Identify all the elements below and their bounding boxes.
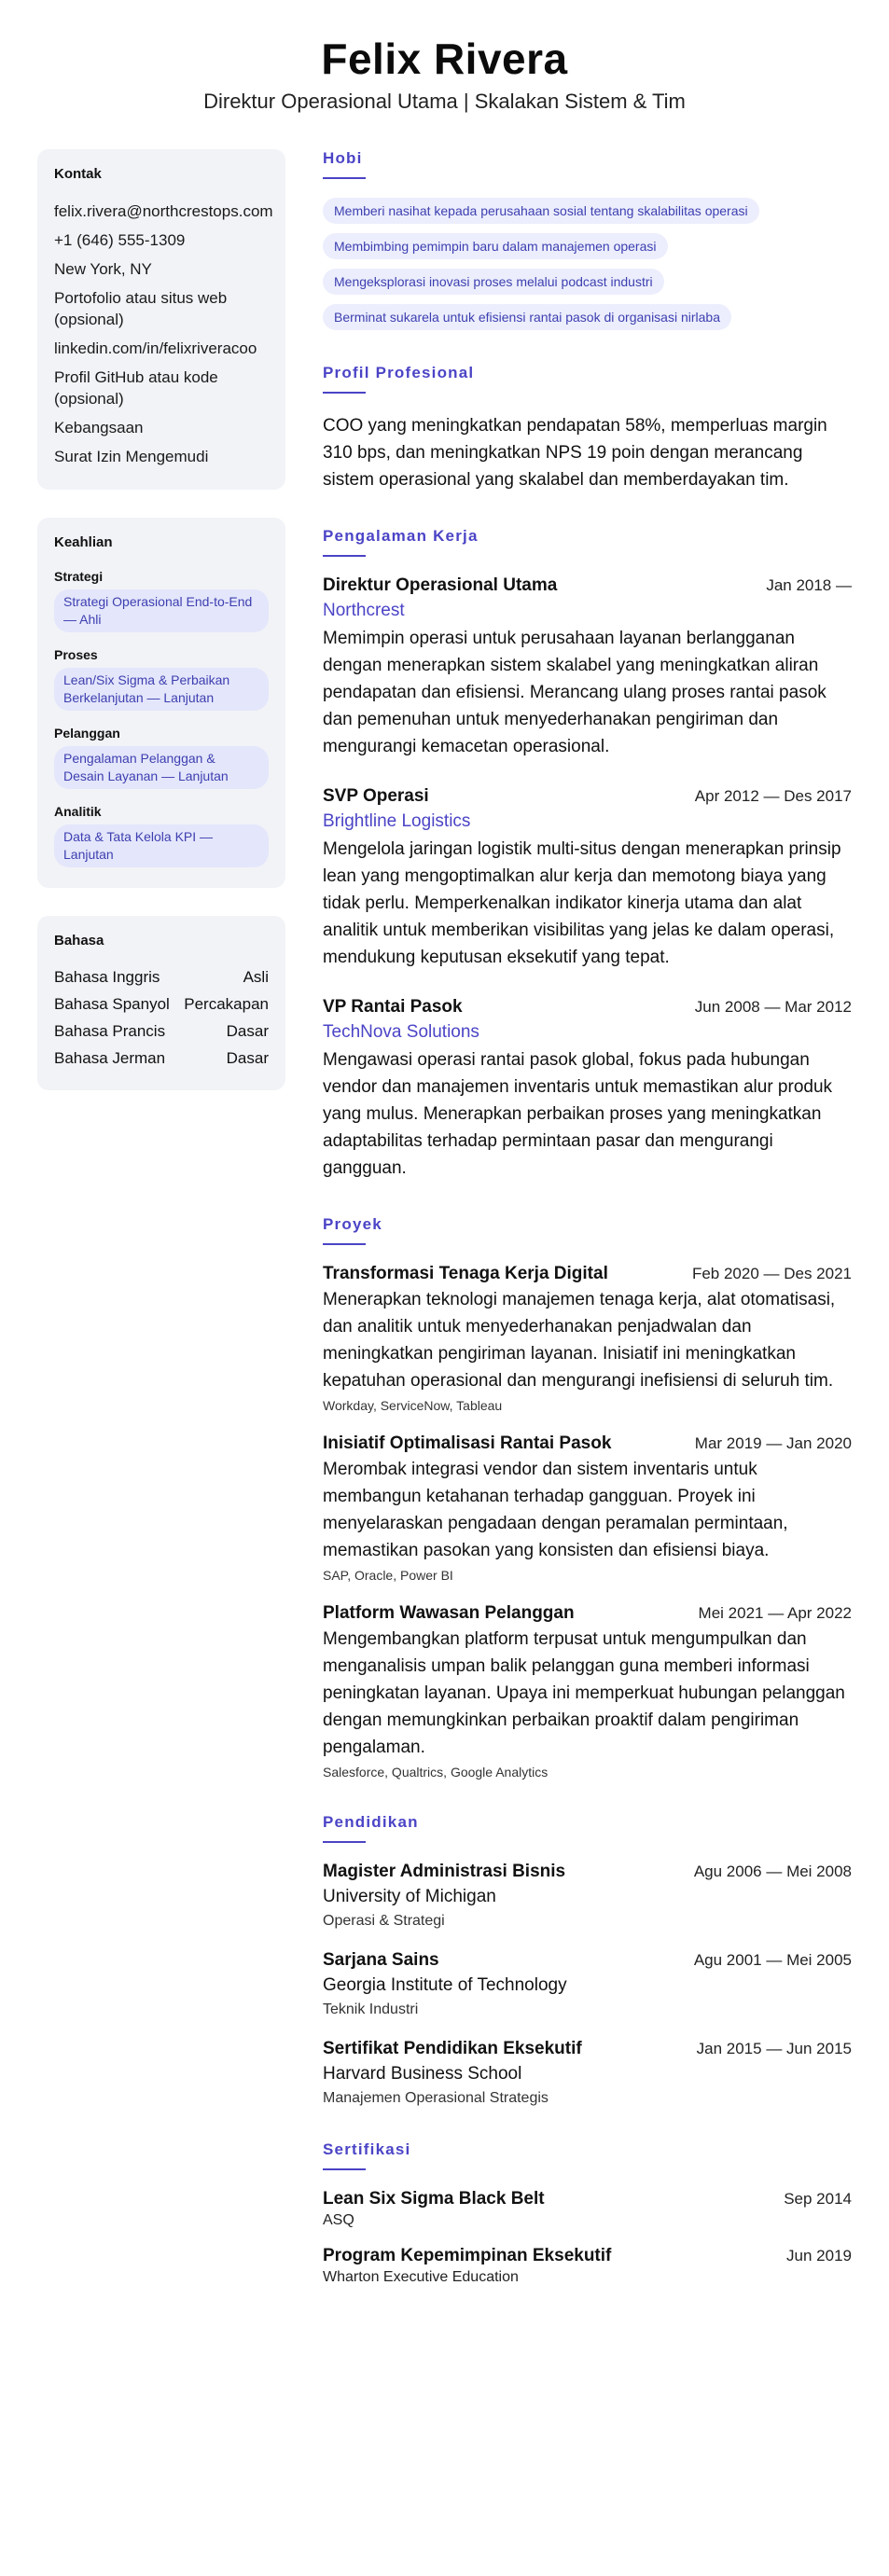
main-content [323,149,852,2320]
education-dates: Jan 2015 — Jun 2015 [696,2040,852,2057]
experience-section [323,527,852,1182]
section-divider [323,2168,366,2170]
section-divider [323,555,366,557]
project-tech: Workday, ServiceNow, Tableau [323,1398,503,1413]
skills-card [37,518,285,888]
school-name: Georgia Institute of Technology [323,1975,567,1995]
skill-category: Proses [54,647,98,662]
skill-pill: Pengalaman Pelanggan & Desain Layanan — Lanjutan [54,746,269,789]
project-description: Menerapkan teknologi manajemen tenaga kerja, alat otomatisasi, dan analitik untuk menyederhanakan penjadwalan dan meningkatkan pengiriman layanan. Inisiatif ini meningkatkan kepatuhan operasional dan mengurangi inefisiensi di seluruh tim. [323,1290,836,1391]
contact-card [37,149,285,490]
hobbies-title: Hobi [323,149,363,167]
experience-header [323,786,852,807]
language-name: Bahasa Inggris [54,968,160,986]
certification-header [323,2189,852,2209]
certification-date: Sep 2014 [784,2190,852,2208]
job-company: Northcrest [323,601,405,620]
project-dates: Feb 2020 — Des 2021 [691,1265,852,1282]
job-dates: Jun 2008 — Mar 2012 [694,998,852,1016]
project-dates: Mar 2019 — Jan 2020 [694,1434,852,1452]
project-dates: Mei 2021 — Apr 2022 [698,1604,852,1622]
section-divider [323,1243,366,1245]
contact-phone[interactable]: +1 (646) 555-1309 [54,231,186,249]
skill-category: Analitik [54,804,102,819]
certifications-title: Sertifikasi [323,2140,411,2158]
projects-title: Proyek [323,1215,382,1233]
skills-title: Keahlian [54,534,113,550]
job-description: Memimpin operasi untuk perusahaan layanan berlangganan dengan menerapkan sistem skalabel yang meningkatkan aliran pendapatan dan efisiensi. Merancang ulang proses rantai pasok dan pemenuhan untuk menyederhanakan pengiriman dan mengurangi kemacetan operasional. [323,629,826,756]
study-field: Teknik Industri [323,2001,419,2017]
contact-portfolio[interactable]: Portofolio atau situs web (opsional) [54,289,228,328]
resume-body [37,149,852,2320]
experience-entry [323,575,852,760]
experience-entry [323,997,852,1182]
contact-location: New York, NY [54,260,152,278]
project-tech: SAP, Oracle, Power BI [323,1568,453,1583]
project-description: Mengembangkan platform terpusat untuk mengumpulkan dan menganalisis umpan balik pelanggan guna memberi informasi peningkatan layanan. Upaya ini memperkuat hubungan pelanggan dengan memungkinkan perbaikan proaktif dalam pengiriman pengalaman. [323,1629,845,1757]
skill-group [54,569,269,632]
education-dates: Agu 2006 — Mei 2008 [693,1863,852,1880]
certification-header [323,2246,852,2266]
job-company: TechNova Solutions [323,1022,479,1042]
certification-name: Lean Six Sigma Black Belt [323,2189,545,2209]
skill-category: Pelanggan [54,726,120,741]
education-title: Pendidikan [323,1813,419,1831]
project-name: Inisiatif Optimalisasi Rantai Pasok [323,1433,612,1453]
language-row [54,994,269,1015]
education-header [323,1950,852,1971]
project-description: Merombak integrasi vendor dan sistem inventaris untuk membangun ketahanan terhadap gangguan. Proyek ini menyelaraskan pengadaan dengan peramalan permintaan, memastikan pasokan yang konsisten dan efisiensi biaya. [323,1460,788,1560]
education-entry [323,1950,852,2018]
skill-pill: Strategi Operasional End-to-End — Ahli [54,589,269,632]
school-name: Harvard Business School [323,2064,522,2084]
language-level: Asli [243,968,269,986]
language-level: Dasar [226,1049,269,1067]
language-level: Dasar [226,1022,269,1040]
project-name: Transformasi Tenaga Kerja Digital [323,1264,608,1283]
education-section [323,1813,852,2107]
certification-entry [323,2189,852,2229]
degree-name: Magister Administrasi Bisnis [323,1862,566,1881]
contact-drivers-license: Surat Izin Mengemudi [54,448,209,465]
language-name: Bahasa Prancis [54,1022,166,1040]
education-entry [323,1862,852,1930]
hobby-tag: Berminat sukarela untuk efisiensi rantai pasok di organisasi nirlaba [323,304,731,330]
job-description: Mengelola jaringan logistik multi-situs dengan menerapkan prinsip lean yang mengoptimalkan alur kerja dan memotong biaya yang tidak perlu. Memperkenalkan indikator kinerja utama dan alat analitik untuk memberikan visibilitas yang jelas ke dalam operasi, mendukung keputusan eksekutif yang tepat. [323,839,841,967]
certifications-section [323,2140,852,2286]
language-row [54,1021,269,1042]
job-role: Direktur Operasional Utama [323,575,558,595]
experience-entry [323,786,852,971]
school-name: University of Michigan [323,1887,496,1906]
job-company: Brightline Logistics [323,811,471,831]
project-header [323,1264,852,1284]
skill-group [54,726,269,789]
certification-entry [323,2246,852,2286]
hobby-tag: Membimbing pemimpin baru dalam manajemen operasi [323,233,668,259]
section-divider [323,177,366,179]
job-role: SVP Operasi [323,786,429,806]
languages-card [37,916,285,1090]
certification-name: Program Kepemimpinan Eksekutif [323,2246,612,2265]
sidebar [37,149,285,2320]
skill-pill: Data & Tata Kelola KPI — Lanjutan [54,824,269,867]
project-header [323,1603,852,1624]
resume-header [0,0,889,114]
languages-title: Bahasa [54,933,104,949]
contact-github[interactable]: Profil GitHub atau kode (opsional) [54,368,218,408]
certification-issuer: ASQ [323,2212,354,2228]
projects-section [323,1215,852,1780]
skill-group [54,804,269,867]
contact-title: Kontak [54,166,102,182]
contact-nationality: Kebangsaan [54,419,144,436]
hobbies-section [323,149,852,330]
hobby-tag: Memberi nasihat kepada perusahaan sosial tentang skalabilitas operasi [323,198,759,224]
experience-title: Pengalaman Kerja [323,527,479,545]
degree-name: Sarjana Sains [323,1950,439,1970]
project-entry [323,1264,852,1413]
language-row [54,1048,269,1069]
section-divider [323,392,366,394]
experience-header [323,997,852,1018]
language-name: Bahasa Spanyol [54,995,170,1013]
study-field: Manajemen Operasional Strategis [323,2090,549,2106]
language-name: Bahasa Jerman [54,1049,166,1067]
candidate-name: Felix Rivera [321,35,568,83]
section-divider [323,1841,366,1843]
contact-email[interactable]: felix.rivera@northcrestops.com [54,202,273,220]
skill-pill: Lean/Six Sigma & Perbaikan Berkelanjutan — Lanjutan [54,668,269,711]
education-dates: Agu 2001 — Mei 2005 [693,1951,852,1969]
experience-header [323,575,852,596]
education-header [323,2039,852,2059]
profile-summary: COO yang meningkatkan pendapatan 58%, memperluas margin 310 bps, dan meningkatkan NPS 19 poin dengan merancang sistem operasional yang skalabel dan memberdayakan tim. [323,416,827,490]
job-dates: Jan 2018 — [766,576,852,594]
skill-category: Strategi [54,569,104,584]
contact-linkedin[interactable]: linkedin.com/in/felixriveracoo [54,339,257,357]
profile-section [323,364,852,493]
project-tech: Salesforce, Qualtrics, Google Analytics [323,1765,549,1780]
certification-date: Jun 2019 [786,2247,852,2264]
project-entry [323,1433,852,1583]
degree-name: Sertifikat Pendidikan Eksekutif [323,2039,582,2058]
project-entry [323,1603,852,1780]
skill-group [54,647,269,711]
certification-issuer: Wharton Executive Education [323,2269,519,2285]
job-description: Mengawasi operasi rantai pasok global, fokus pada hubungan vendor dan manajemen inventaris untuk memastikan alur produk yang mulus. Menerapkan perbaikan proses yang meningkatkan adaptabilitas terhadap permintaan pasar dan mengurangi gangguan. [323,1050,833,1178]
education-header [323,1862,852,1882]
profile-title: Profil Profesional [323,364,475,381]
candidate-headline: Direktur Operasional Utama | Skalakan Sistem & Tim [203,90,686,113]
project-header [323,1433,852,1454]
education-entry [323,2039,852,2107]
job-role: VP Rantai Pasok [323,997,463,1017]
study-field: Operasi & Strategi [323,1913,445,1929]
language-level: Percakapan [184,995,269,1013]
job-dates: Apr 2012 — Des 2017 [694,787,852,805]
language-row [54,967,269,988]
hobby-tag: Mengeksplorasi inovasi proses melalui podcast industri [323,269,664,295]
project-name: Platform Wawasan Pelanggan [323,1603,575,1623]
